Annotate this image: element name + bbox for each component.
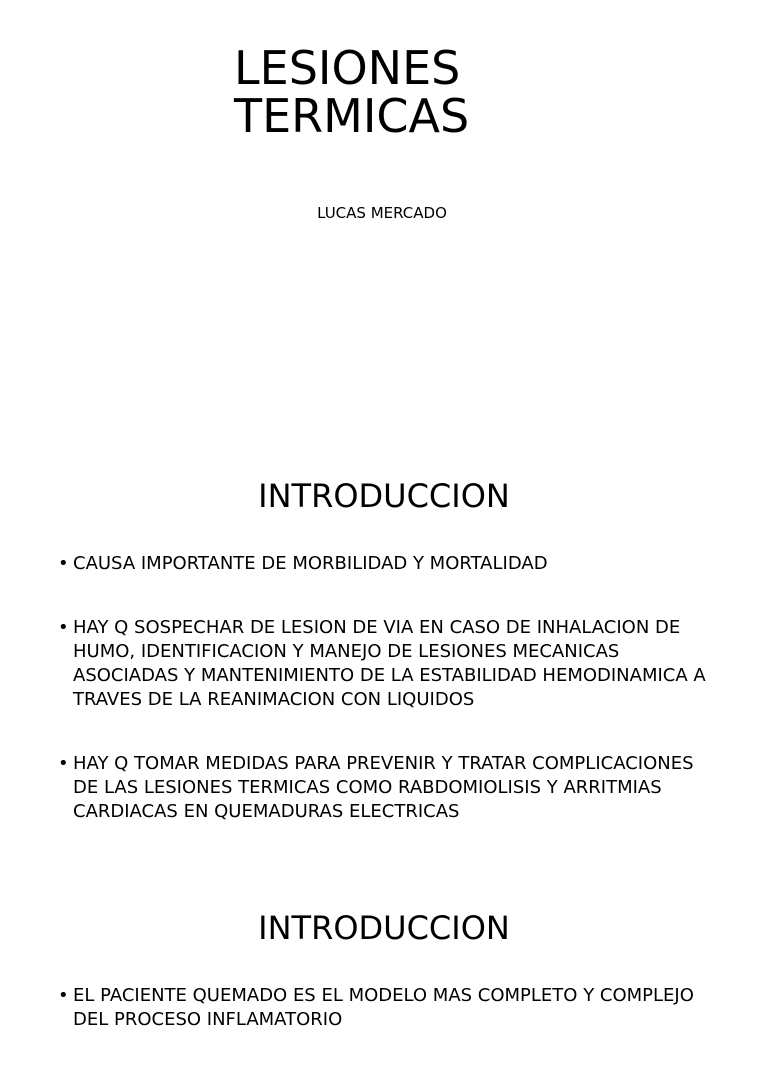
bullet-item [58, 552, 718, 576]
bullet-text: EL PACIENTE QUEMADO ES EL MODELO MAS COMPLETO Y COMPLEJO DEL PROCESO INFLAMATORIO [73, 985, 694, 1030]
bullet-item [58, 984, 718, 1032]
title-line-1: LESIONES [234, 41, 461, 95]
slide-introduccion-2 [0, 864, 768, 1030]
bullet-item [58, 752, 718, 824]
bullet-icon: • [58, 985, 69, 1006]
bullet-icon: • [58, 617, 69, 638]
bullet-list [58, 984, 718, 1072]
slide-title [0, 0, 768, 420]
slide-introduccion-1 [0, 432, 768, 872]
author-name: LUCAS MERCADO [317, 204, 447, 222]
bullet-item [58, 616, 718, 712]
bullet-text: HAY Q TOMAR MEDIDAS PARA PREVENIR Y TRATAR COMPLICACIONES DE LAS LESIONES TERMICAS COMO RABDOMIOLISIS Y ARRITMIAS CARDIACAS EN QUEMADURAS ELECTRICAS [73, 753, 694, 822]
title-line-2: TERMICAS [234, 89, 470, 143]
bullet-icon: • [58, 553, 69, 574]
slide-title: INTRODUCCION [258, 909, 510, 947]
bullet-text: HAY Q SOSPECHAR DE LESION DE VIA EN CASO DE INHALACION DE HUMO, IDENTIFICACION Y MANEJO DE LESIONES MECANICAS ASOCIADAS Y MANTENIMIENTO DE LA ESTABILIDAD HEMODINAMICA A TRAVES DE LA REANIMACION CON LIQUIDOS [73, 617, 706, 710]
bullet-icon: • [58, 753, 69, 774]
slide-title: INTRODUCCION [258, 477, 510, 515]
presentation-title [234, 41, 470, 143]
bullet-text: CAUSA IMPORTANTE DE MORBILIDAD Y MORTALIDAD [73, 553, 548, 574]
bullet-list [58, 552, 718, 864]
